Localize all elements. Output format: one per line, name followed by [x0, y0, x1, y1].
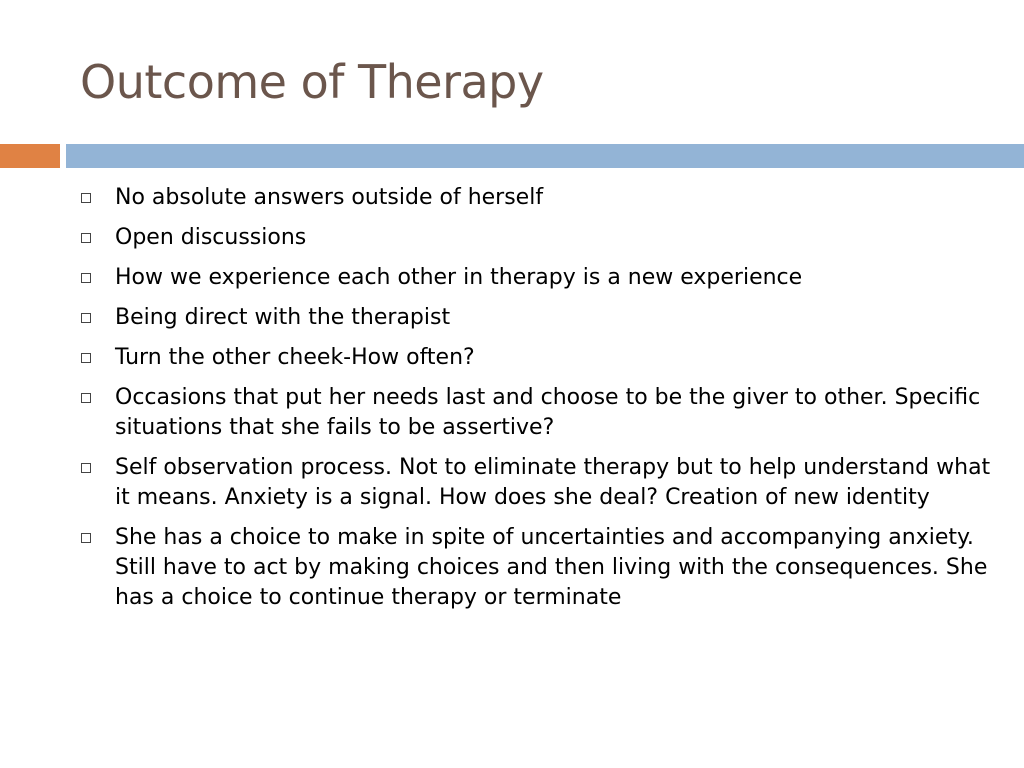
hollow-square-icon: [81, 393, 91, 403]
list-item: [78, 223, 1008, 253]
list-item: [78, 523, 1008, 613]
list-item: [78, 383, 1008, 443]
list-item: [78, 453, 1008, 513]
hollow-square-icon: [81, 353, 91, 363]
bullet-list: [78, 183, 1008, 623]
hollow-square-icon: [81, 193, 91, 203]
slide-title: Outcome of Therapy: [80, 55, 544, 109]
list-item: [78, 343, 1008, 373]
accent-bar-orange: [0, 144, 60, 168]
accent-bar-blue: [66, 144, 1024, 168]
hollow-square-icon: [81, 233, 91, 243]
hollow-square-icon: [81, 463, 91, 473]
hollow-square-icon: [81, 313, 91, 323]
bullet-text: Turn the other cheek-How often?: [115, 345, 475, 370]
bullet-text: How we experience each other in therapy is a new experience: [115, 265, 803, 290]
hollow-square-icon: [81, 533, 91, 543]
hollow-square-icon: [81, 273, 91, 283]
bullet-text: She has a choice to make in spite of uncertainties and accompanying anxiety. Still have to act by making choices and then living with the consequences. She has a choice to continue therapy or terminate: [115, 525, 988, 610]
bullet-text: Open discussions: [115, 225, 307, 250]
bullet-text: Being direct with the therapist: [115, 305, 451, 330]
list-item: [78, 183, 1008, 213]
list-item: [78, 303, 1008, 333]
list-item: [78, 263, 1008, 293]
bullet-text: Self observation process. Not to eliminate therapy but to help understand what it means. Anxiety is a signal. How does she deal? Creation of new identity: [115, 455, 991, 510]
bullet-text: No absolute answers outside of herself: [115, 185, 544, 210]
bullet-text: Occasions that put her needs last and choose to be the giver to other. Specific situations that she fails to be assertive?: [115, 385, 981, 440]
